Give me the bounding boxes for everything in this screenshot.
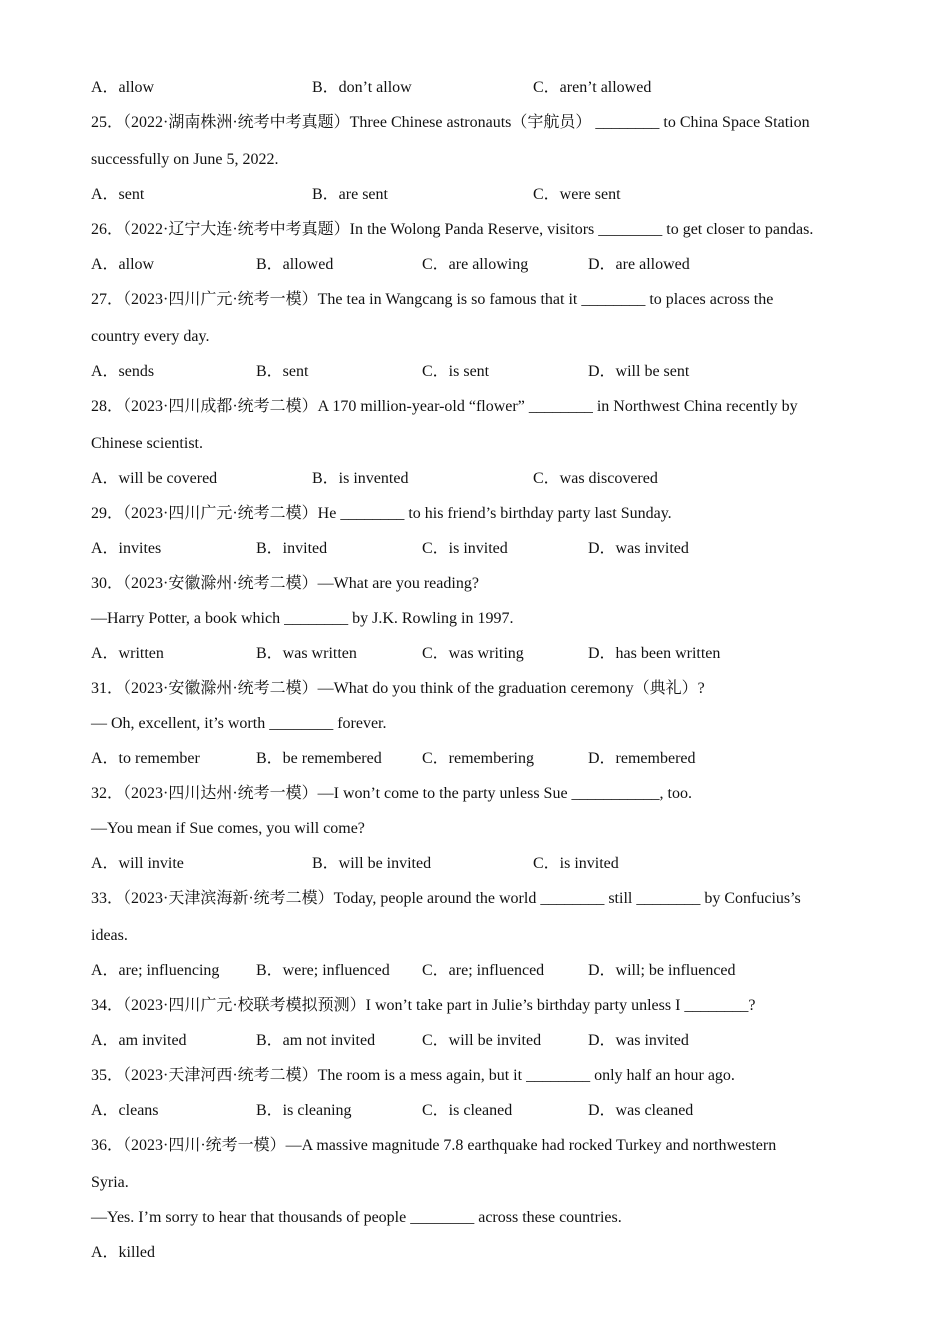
answer-option: C．was discovered	[533, 470, 658, 487]
answer-option: A．will be covered	[91, 470, 218, 487]
question-text-line: —You mean if Sue comes, you will come?	[91, 820, 365, 837]
answer-option: A．to remember	[91, 750, 200, 767]
answer-option: A．are; influencing	[91, 962, 220, 979]
question-text-line: 26．（2022·辽宁大连·统考中考真题）In the Wolong Panda Reserve, visitors ________ to get closer to pandas.	[91, 221, 814, 238]
answer-option: B．invited	[256, 540, 328, 557]
answer-option: A．will invite	[91, 855, 184, 872]
answer-option: C．will be invited	[422, 1032, 542, 1049]
answer-option: B．are sent	[312, 186, 388, 203]
question-text-line: 28．（2023·四川成都·统考二模）A 170 million-year-old “flower” ________ in Northwest China recently by	[91, 398, 798, 415]
answer-option: B．don’t allow	[312, 79, 412, 96]
answer-option: C．aren’t allowed	[533, 79, 652, 96]
answer-option: A．sends	[91, 363, 155, 380]
question-text-line: 29．（2023·四川广元·统考二模）He ________ to his friend’s birthday party last Sunday.	[91, 505, 672, 522]
answer-option: C．were sent	[533, 186, 621, 203]
question-text-line: successfully on June 5, 2022.	[91, 151, 279, 168]
answer-option: A．allow	[91, 256, 155, 273]
answer-option: C．are; influenced	[422, 962, 545, 979]
answer-option: C．is invited	[422, 540, 508, 557]
question-text-line: country every day.	[91, 328, 210, 345]
answer-option: B．be remembered	[256, 750, 382, 767]
answer-option: B．is cleaning	[256, 1102, 352, 1119]
question-text-line: 35．（2023·天津河西·统考二模）The room is a mess again, but it ________ only half an hour ago.	[91, 1067, 735, 1084]
answer-option: A．invites	[91, 540, 162, 557]
question-text-line: ideas.	[91, 927, 128, 944]
answer-option: C．remembering	[422, 750, 534, 767]
answer-option: C．are allowing	[422, 256, 529, 273]
answer-option: A．am invited	[91, 1032, 187, 1049]
answer-option: B．were; influenced	[256, 962, 390, 979]
answer-option: D．are allowed	[588, 256, 690, 273]
answer-option: D．was invited	[588, 540, 689, 557]
question-text-line: 27．（2023·四川广元·统考一模）The tea in Wangcang is so famous that it ________ to places across the	[91, 291, 774, 308]
question-text-line: 34．（2023·四川广元·校联考模拟预测）I won’t take part in Julie’s birthday party unless I ________?	[91, 997, 756, 1014]
answer-option: D．was cleaned	[588, 1102, 694, 1119]
answer-option: A．cleans	[91, 1102, 159, 1119]
answer-option: B．is invented	[312, 470, 409, 487]
question-text-line: Syria.	[91, 1174, 129, 1191]
answer-option: B．was written	[256, 645, 357, 662]
question-text-line: —Harry Potter, a book which ________ by J.K. Rowling in 1997.	[91, 610, 514, 627]
answer-option: C．is sent	[422, 363, 490, 380]
answer-option: C．is cleaned	[422, 1102, 513, 1119]
question-text-line: — Oh, excellent, it’s worth ________ forever.	[91, 715, 387, 732]
answer-option: A．sent	[91, 186, 145, 203]
question-text-line: 33．（2023·天津滨海新·统考二模）Today, people around the world ________ still ________ by Confucius’s	[91, 890, 801, 907]
answer-option: D．will be sent	[588, 363, 690, 380]
answer-option: B．sent	[256, 363, 309, 380]
answer-option: B．allowed	[256, 256, 334, 273]
answer-option: D．remembered	[588, 750, 696, 767]
question-text-line: 30．（2023·安徽滁州·统考二模）—What are you reading?	[91, 575, 479, 592]
question-text-line: —Yes. I’m sorry to hear that thousands of people ________ across these countries.	[91, 1209, 622, 1226]
answer-option: A．allow	[91, 79, 155, 96]
answer-option: A．written	[91, 645, 164, 662]
answer-option: C．is invited	[533, 855, 619, 872]
answer-option: D．was invited	[588, 1032, 689, 1049]
answer-option: C．was writing	[422, 645, 524, 662]
question-text-line: 25．（2022·湖南株洲·统考中考真题）Three Chinese astronauts（宇航员） ________ to China Space Station	[91, 114, 810, 131]
question-text-line: 31．（2023·安徽滁州·统考二模）—What do you think of the graduation ceremony（典礼）?	[91, 680, 705, 697]
question-text-line: 36．（2023·四川·统考一模）—A massive magnitude 7.8 earthquake had rocked Turkey and northwestern	[91, 1137, 777, 1154]
answer-option: A．killed	[91, 1244, 155, 1261]
answer-option: B．am not invited	[256, 1032, 376, 1049]
question-text-line: 32．（2023·四川达州·统考一模）—I won’t come to the party unless Sue ___________, too.	[91, 785, 692, 802]
answer-option: B．will be invited	[312, 855, 432, 872]
question-text-line: Chinese scientist.	[91, 435, 203, 452]
answer-option: D．has been written	[588, 645, 721, 662]
answer-option: D．will; be influenced	[588, 962, 736, 979]
